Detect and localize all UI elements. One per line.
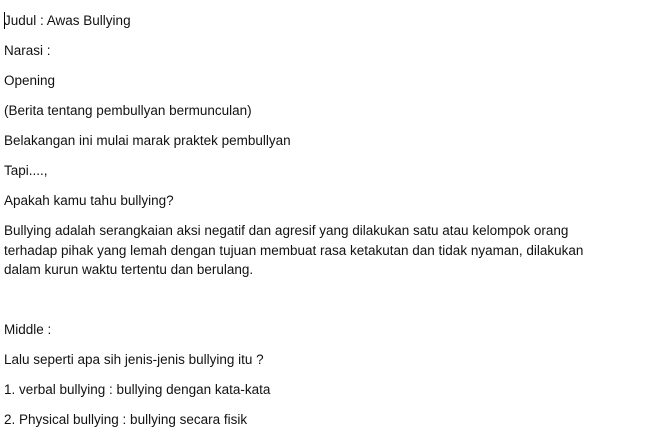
- narasi-label: Narasi :: [4, 43, 51, 58]
- definition-paragraph: Bullying adalah serangkaian aksi negatif dan agresif yang dilakukan satu atau kelompok orang terhadap pihak yang lemah dengan tujuan membuat rasa ketakutan dan tidak nyaman, dilakukan dalam kurun waktu tertentu dan berulang.: [4, 223, 584, 277]
- narration-line: Tapi....,: [4, 163, 48, 178]
- narration-line: Belakangan ini mulai marak praktek pembullyan: [4, 133, 291, 148]
- list-item: 2. Physical bullying : bullying secara fisik: [4, 412, 248, 427]
- stage-direction: (Berita tentang pembullyan bermunculan): [4, 103, 252, 118]
- question-line: Apakah kamu tahu bullying?: [4, 193, 174, 208]
- opening-label: Opening: [4, 73, 56, 88]
- middle-label: Middle :: [4, 322, 52, 337]
- title-line: Judul : Awas Bullying: [4, 13, 131, 28]
- list-item: 1. verbal bullying : bullying dengan kata-kata: [4, 382, 271, 397]
- middle-question: Lalu seperti apa sih jenis-jenis bullying itu ?: [4, 352, 264, 367]
